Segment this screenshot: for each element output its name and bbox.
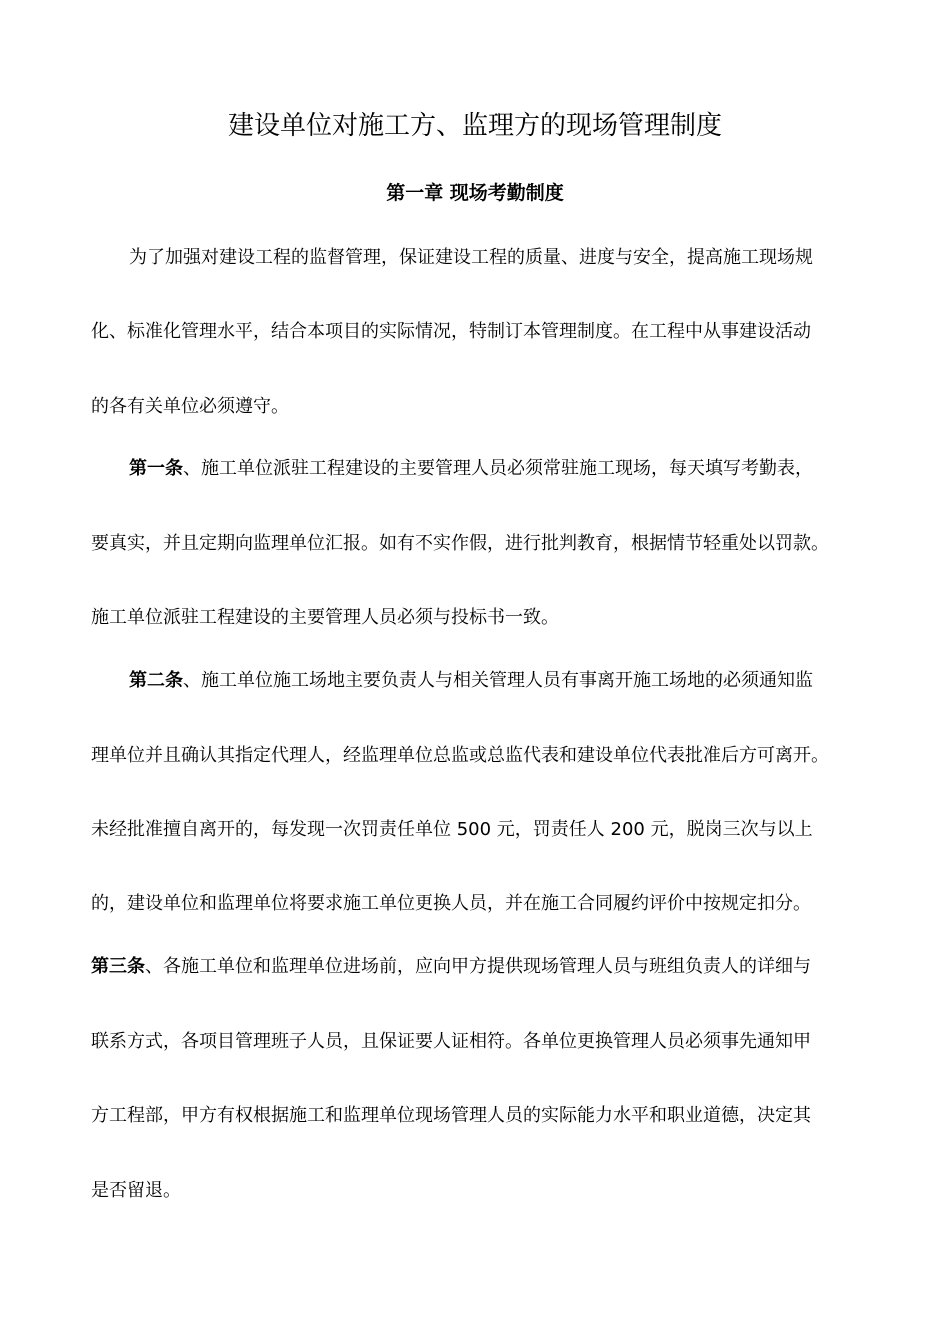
- article-1-line-1: 、施工单位派驻工程建设的主要管理人员必须常驻施工现场，每天填写考勤表，: [183, 458, 813, 479]
- article-2-line-2: 理单位并且确认其指定代理人，经监理单位总监或总监代表和建设单位代表批准后方可离开。: [91, 745, 829, 766]
- article-3-first-line: [91, 953, 811, 981]
- article-3-line-1: 、各施工单位和监理单位进场前，应向甲方提供现场管理人员与班组负责人的详细与: [145, 956, 811, 977]
- intro-line-2: 化、标准化管理水平，结合本项目的实际情况，特制订本管理制度。在工程中从事建设活动: [91, 321, 811, 342]
- article-2-label: 第二条: [129, 670, 183, 691]
- article-3-label: 第三条: [91, 956, 145, 977]
- article-3-line-3: 方工程部，甲方有权根据施工和监理单位现场管理人员的实际能力水平和职业道德，决定其: [91, 1105, 811, 1126]
- article-3-line-2: 联系方式，各项目管理班子人员，且保证要人证相符。各单位更换管理人员必须事先通知甲: [91, 1031, 811, 1052]
- article-2-line-1: 、施工单位施工场地主要负责人与相关管理人员有事离开施工场地的必须通知监: [183, 670, 813, 691]
- article-1-label: 第一条: [129, 458, 183, 479]
- article-2-line-3: 未经批准擅自离开的，每发现一次罚责任单位 500 元，罚责任人 200 元，脱岗三次与以上: [91, 819, 813, 840]
- article-1-line-2: 要真实，并且定期向监理单位汇报。如有不实作假，进行批判教育，根据情节轻重处以罚款。: [91, 533, 829, 554]
- chapter-heading: 第一章 现场考勤制度: [386, 182, 564, 204]
- article-2-line-4: 的，建设单位和监理单位将要求施工单位更换人员，并在施工合同履约评价中按规定扣分。: [91, 893, 811, 914]
- article-3-line-4: 是否留退。: [91, 1180, 181, 1201]
- intro-line-1: 为了加强对建设工程的监督管理，保证建设工程的质量、进度与安全，提高施工现场规: [129, 247, 813, 268]
- article-1-first-line: [129, 455, 813, 483]
- article-2-first-line: [129, 667, 813, 695]
- document-title: 建设单位对施工方、监理方的现场管理制度: [227, 111, 722, 141]
- article-1-line-3: 施工单位派驻工程建设的主要管理人员必须与投标书一致。: [91, 607, 559, 628]
- intro-line-3: 的各有关单位必须遵守。: [91, 396, 289, 417]
